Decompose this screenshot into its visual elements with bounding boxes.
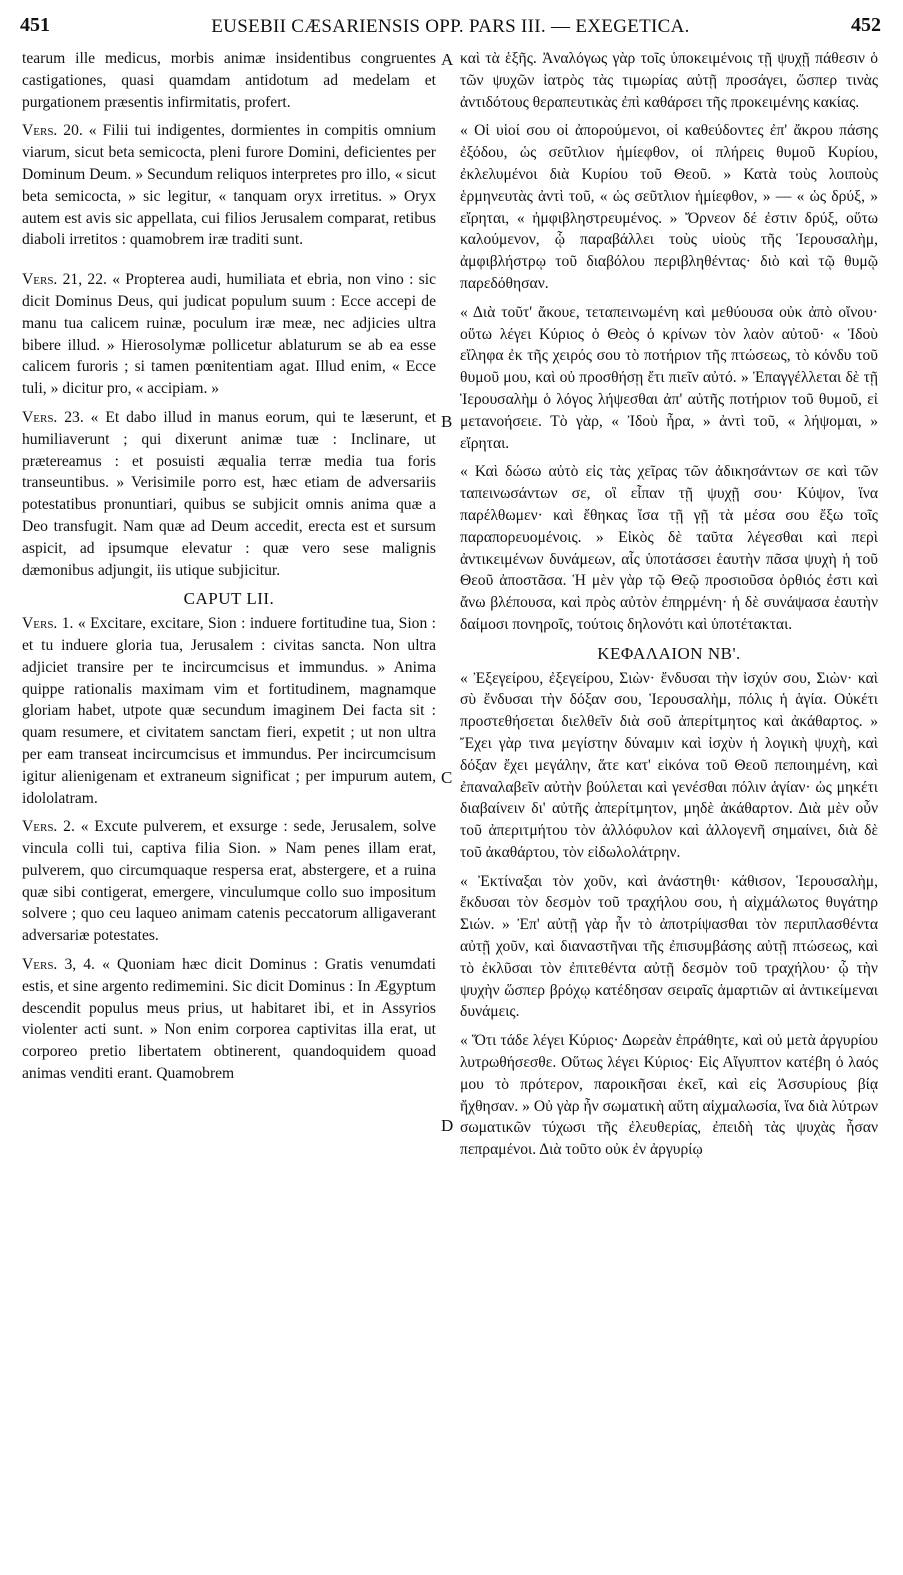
latin-paragraph <box>22 407 436 581</box>
latin-text: « Et dabo illud in manus eorum, qui te læserunt, et humiliaverunt ; qui dixerunt animæ tuæ : Inclinare, ut prætereamus : et posuisti æqualia terræ media tua foris transeuntibus. » Verisimile porro est, hæc etiam de adversariis potestatibus pronuntiari, quibus se subjicit omnis anima quæ a Deo transfugit. Nam quæ ad Deum accedit, erecta est et sursum aspicit, ad ipsumque elevatur : quæ vero sese malignis dæmonibus adjungit, iis utique subjicitur. <box>22 408 436 579</box>
greek-chapter-heading: ΚΕΦΑΛΑΙΟΝ ΝΒ'. <box>597 643 741 663</box>
greek-paragraph: « Ἐξεγείρου, ἐξεγείρου, Σιὼν· ἔνδυσαι τὴν ἰσχύν σου, Σιὼν· καὶ σὺ ἔνδυσαι τὴν δόξαν σου, Ἱερουσαλὴμ, πόλις ἡ ἁγία. Οὐκέτι προστεθήσεται διελθεῖν διὰ σοῦ ἀπερίτμητος καὶ ἀκάθαρτος. » Ἔχει γὰρ τινα μεγίστην δύναμιν καὶ ἰσχὺν ἡ λογικὴ ψυχὴ, καὶ δόξαν ἔχει μεγάλην, ἅτε κατ' εἰκόνα τοῦ Θεοῦ πεποιημένη, καὶ ἐπαναλαβεῖν αὐτὴν βούλεται καὶ γενέσθαι πόλιν ἁγίαν· ὡς μηκέτι διαβαίνειν δι' αὐτῆς ἀπερίτμητον, μηδὲ ἀκάθαρτον. Διὰ μὲν οὖν τοῦ ἀπεριτμήτου τὸν ἀλλόφυλον καὶ ἀλλογενῆ σημαίνει, διὰ δὲ τοῦ ἀκαθάρτου, τὸν εἰδωλολάτρην. <box>460 669 878 861</box>
verse-label: Vers. 20. <box>22 122 83 140</box>
margin-letter-b: B <box>441 412 453 431</box>
greek-paragraph: « Διὰ τοῦτ' ἄκουε, τεταπεινωμένη καὶ μεθύουσα οὐκ ἀπὸ οἴνου· οὕτω λέγει Κύριος ὁ Θεὸς ὁ κρίνων τὸν λαὸν αὐτοῦ· « Ἰδοὺ εἴληφα ἐκ τῆς χειρός σου τὸ ποτήριον τῆς πτώσεως, τὸ κόνδυ τοῦ θυμοῦ μου, καὶ οὐ προσθήσῃ ἔτι πιεῖν αὐτό. » Ἐπαγγέλλεται δὲ τῇ Ἱερουσαλὴμ ὁ λόγος λήψεσθαι ἀπ' αὐτῆς ποτήριον τοῦ θυμοῦ, εἰ μετανοήσειε. Τὸ γὰρ, « Ἰδοὺ ἦρα, » ἀντὶ τοῦ, « λήψομαι, » εἴρηται. <box>460 303 878 452</box>
latin-paragraph <box>22 816 436 947</box>
running-title: EUSEBII CÆSARIENSIS OPP. PARS III. — EXEGETICA. <box>211 16 690 37</box>
verse-label: Vers. 3, 4. <box>22 956 95 974</box>
greek-paragraph: « Ἐκτίναξαι τὸν χοῦν, καὶ ἀνάστηθι· κάθισον, Ἱερουσαλὴμ, ἔκδυσαι τὸν δεσμὸν τοῦ τραχήλου σου, ἡ αἰχμάλωτος θυγάτηρ Σιών. » Ἐπ' αὐτῇ γὰρ ἦν τὸ ἀποτρίψασθαι τὸν περιπλασθέντα αὐτῇ χοῦν, καὶ διαναστῆναι τῆς ἐπισυμβάσης αὐτῇ πτώσεως, καὶ τὸ ἐκλῦσαι τὸν ἐπιτεθέντα αὐτῇ δεσμὸν τοῦ τραχήλου· ᾧ τὴν ψυχὴν ὥσπερ βρόχῳ κατέδησαν σειραῖς ἁμαρτιῶν αἱ ἀντικείμεναι δυνάμεις. <box>460 872 878 1021</box>
latin-column <box>22 48 436 1092</box>
greek-paragraph: « Καὶ δώσω αὐτὸ εἰς τὰς χεῖρας τῶν ἀδικησάντων σε καὶ τῶν ταπεινωσάντων σε, οἳ εἶπαν τῇ ψυχῇ σου· Κύψον, ἵνα παρέλθωμεν· καὶ ἔθηκας ἴσα τῇ γῇ τὰ μέσα σου ἔξω τοῖς παραπορευομένοις. » Εἰκὸς δὲ ταῦτα λέγεσθαι καὶ περὶ ἀντικειμένων δυνάμεων, αἷς ὑποτάσσει ἑαυτὴν πᾶσα ψυχὴ ἡ τοῦ Θεοῦ ἀποστᾶσα. Ἡ μὲν γὰρ τῷ Θεῷ προσιοῦσα ὀρθιός ἐστι καὶ ἄνω βλέπουσα, καὶ πρὸς αὐτὸν ἐπηρμένη· ἡ δὲ συνάψασα ἑαυτὴν δαίμοσι πονηροῖς, τούτοις δηλονότι καὶ ὑποτέτακται. <box>460 463 878 633</box>
verse-label: Vers. 21, 22. <box>22 271 107 289</box>
margin-letter-a: A <box>441 50 454 69</box>
latin-text: « Excute pulverem, et exsurge : sede, Jerusalem, solve vincula colli tui, captiva filia Sion. » Nam penes illam erat, pulverem, quo circumquaque respersa erat, abstergere, et a ruina quæ sibi contigerat, emergere, vinculumque collo suo impositum solvere ; quo ceu laqueo animam catenis peccatorum alligaverant adversariæ potestates. <box>22 818 436 945</box>
latin-text: « Quoniam hæc dicit Dominus : Gratis venumdati estis, et sine argento redimemini. Sic dicit Dominus : In Ægyptum descendit populus meus prius, ut habitaret ibi, et in Assyrios violenter acti sunt. » Non enim corporea captivitas illa erat, ut corporeo pretio libertatem obtinerent, quandoquidem quoad animas venditi erant. Quamobrem <box>22 956 436 1083</box>
page-number-left: 451 <box>20 14 50 36</box>
latin-text: « Excitare, excitare, Sion : induere fortitudine tua, Sion : et tu induere gloria tua, Jerusalem : civitas sancta. Non ultra adjiciet transire per te incircumcisus et immundus. » Anima quippe rationalis maximam vim et fortitudinem, magnamque gloriam habet, utpote quæ secundum imaginem Dei facta sit : quam resumere, et civitatem sanctam fieri, expetit ; ut non ultra per eam transeat incircumcisus et immundus. Per incircumcisum igitur alienigenam et extraneum significat ; per impurum autem, idololatram. <box>22 615 437 807</box>
greek-paragraph: « Οἱ υἱοί σου οἱ ἀπορούμενοι, οἱ καθεύδοντες ἐπ' ἄκρου πάσης ἐξόδου, ὡς σεῦτλιον ἡμίεφθον, οἱ πλήρεις θυμοῦ Κυρίου, ἐκλελυμένοι διὰ Κυρίου τοῦ Θεοῦ. » Κατὰ τοὺς λοιποὺς ἑρμηνευτὰς ἀντὶ τοῦ, « ὡς σεῦτλιον ἡμίεφθον, » — « ὡς δρύξ, » εἴρηται, « ἠμφιβληστρευμένος. » Ὄρνεον δέ ἐστιν δρύξ, οὕτω καλούμενον, ᾧ παραβάλλει τοὺς υἱοὺς τῆς Ἱερουσαλὴμ, ἀμφιβλήστρῳ τοῦ διαβόλου περιβληθέντας· διὸ καὶ τῷ θυμῷ παρεδόθησαν. <box>460 122 878 292</box>
latin-chapter-heading: CAPUT LII. <box>183 589 275 609</box>
greek-column <box>460 48 878 1168</box>
verse-label: Vers. 2. <box>22 818 75 836</box>
latin-paragraph <box>22 613 436 809</box>
page-number-right: 452 <box>851 14 881 36</box>
margin-letter-c: C <box>441 768 453 787</box>
greek-paragraph: καὶ τὰ ἑξῆς. Ἀναλόγως γὰρ τοῖς ὑποκειμένοις τῇ ψυχῇ πάθεσιν ὁ τῶν ψυχῶν ἰατρὸς τὰς τιμωρίας αὐτῇ προσάγει, ὥσπερ τινὰς ἀντιδότους θεραπευτικὰς ἐπὶ καθάρσει τῆς προκειμένης κακίας. <box>460 50 878 111</box>
latin-paragraph <box>22 269 436 400</box>
running-header <box>20 14 881 42</box>
verse-label: Vers. 1. <box>22 615 74 633</box>
latin-paragraph <box>22 120 436 251</box>
verse-label: Vers. 23. <box>22 408 84 426</box>
latin-text: tearum ille medicus, morbis animæ insidentibus congruentes castigationes, quasi quamdam antidotum ad medelam et purgationem præsentis infirmitatis, profert. <box>22 50 436 111</box>
greek-paragraph: « Ὅτι τάδε λέγει Κύριος· Δωρεὰν ἐπράθητε, καὶ οὐ μετὰ ἀργυρίου λυτρωθήσεσθε. Οὕτως λέγει Κύριος· Εἰς Αἴγυπτον κατέβη ὁ λαός μου τὸ πρότερον, παροικῆσαι ἐκεῖ, καὶ εἰς Ἀσσυρίους βίᾳ ἤχθησαν. » Οὐ γὰρ ἦν σωματικὴ αὕτη αἰχμαλωσία, ἵνα διὰ λύτρων σωματικῶν τύχωσι τῆς ἐλευθερίας, ἐπειδὴ τὰς ψυχὰς ἦσαν πεπραμένοι. Διὰ τοῦτο οὐκ ἐν ἀργυρίῳ <box>460 1032 878 1159</box>
latin-text: « Filii tui indigentes, dormientes in compitis omnium viarum, sicut beta semicocta, pleni furore Domini, deficientes per Dominum Deum. » Secundum reliquos interpretes pro illo, « sicut beta semicocta, » sic legitur, « tanquam oryx irretitus. » Oryx autem est avis sic appellata, cui filios Jerusalem comparat, retibus diaboli irretitos : quamobrem iræ traditi sunt. <box>22 122 436 249</box>
margin-letter-d: D <box>441 1116 454 1135</box>
latin-paragraph <box>22 954 436 1085</box>
latin-text: « Propterea audi, humiliata et ebria, non vino : sic dicit Dominus Deus, qui judicat populum suum : Ecce accepi de manu tua calicem ruinæ, poculum iræ meæ, nec adjicies ultra bibere illud. » Hierosolymæ pollicetur ablaturum se ab ea esse calicem furoris ; si tamen pœnitentiam agat. Illud enim, « Ecce tuli, » dicitur pro, « accipiam. » <box>22 271 437 398</box>
latin-paragraph <box>22 48 436 113</box>
